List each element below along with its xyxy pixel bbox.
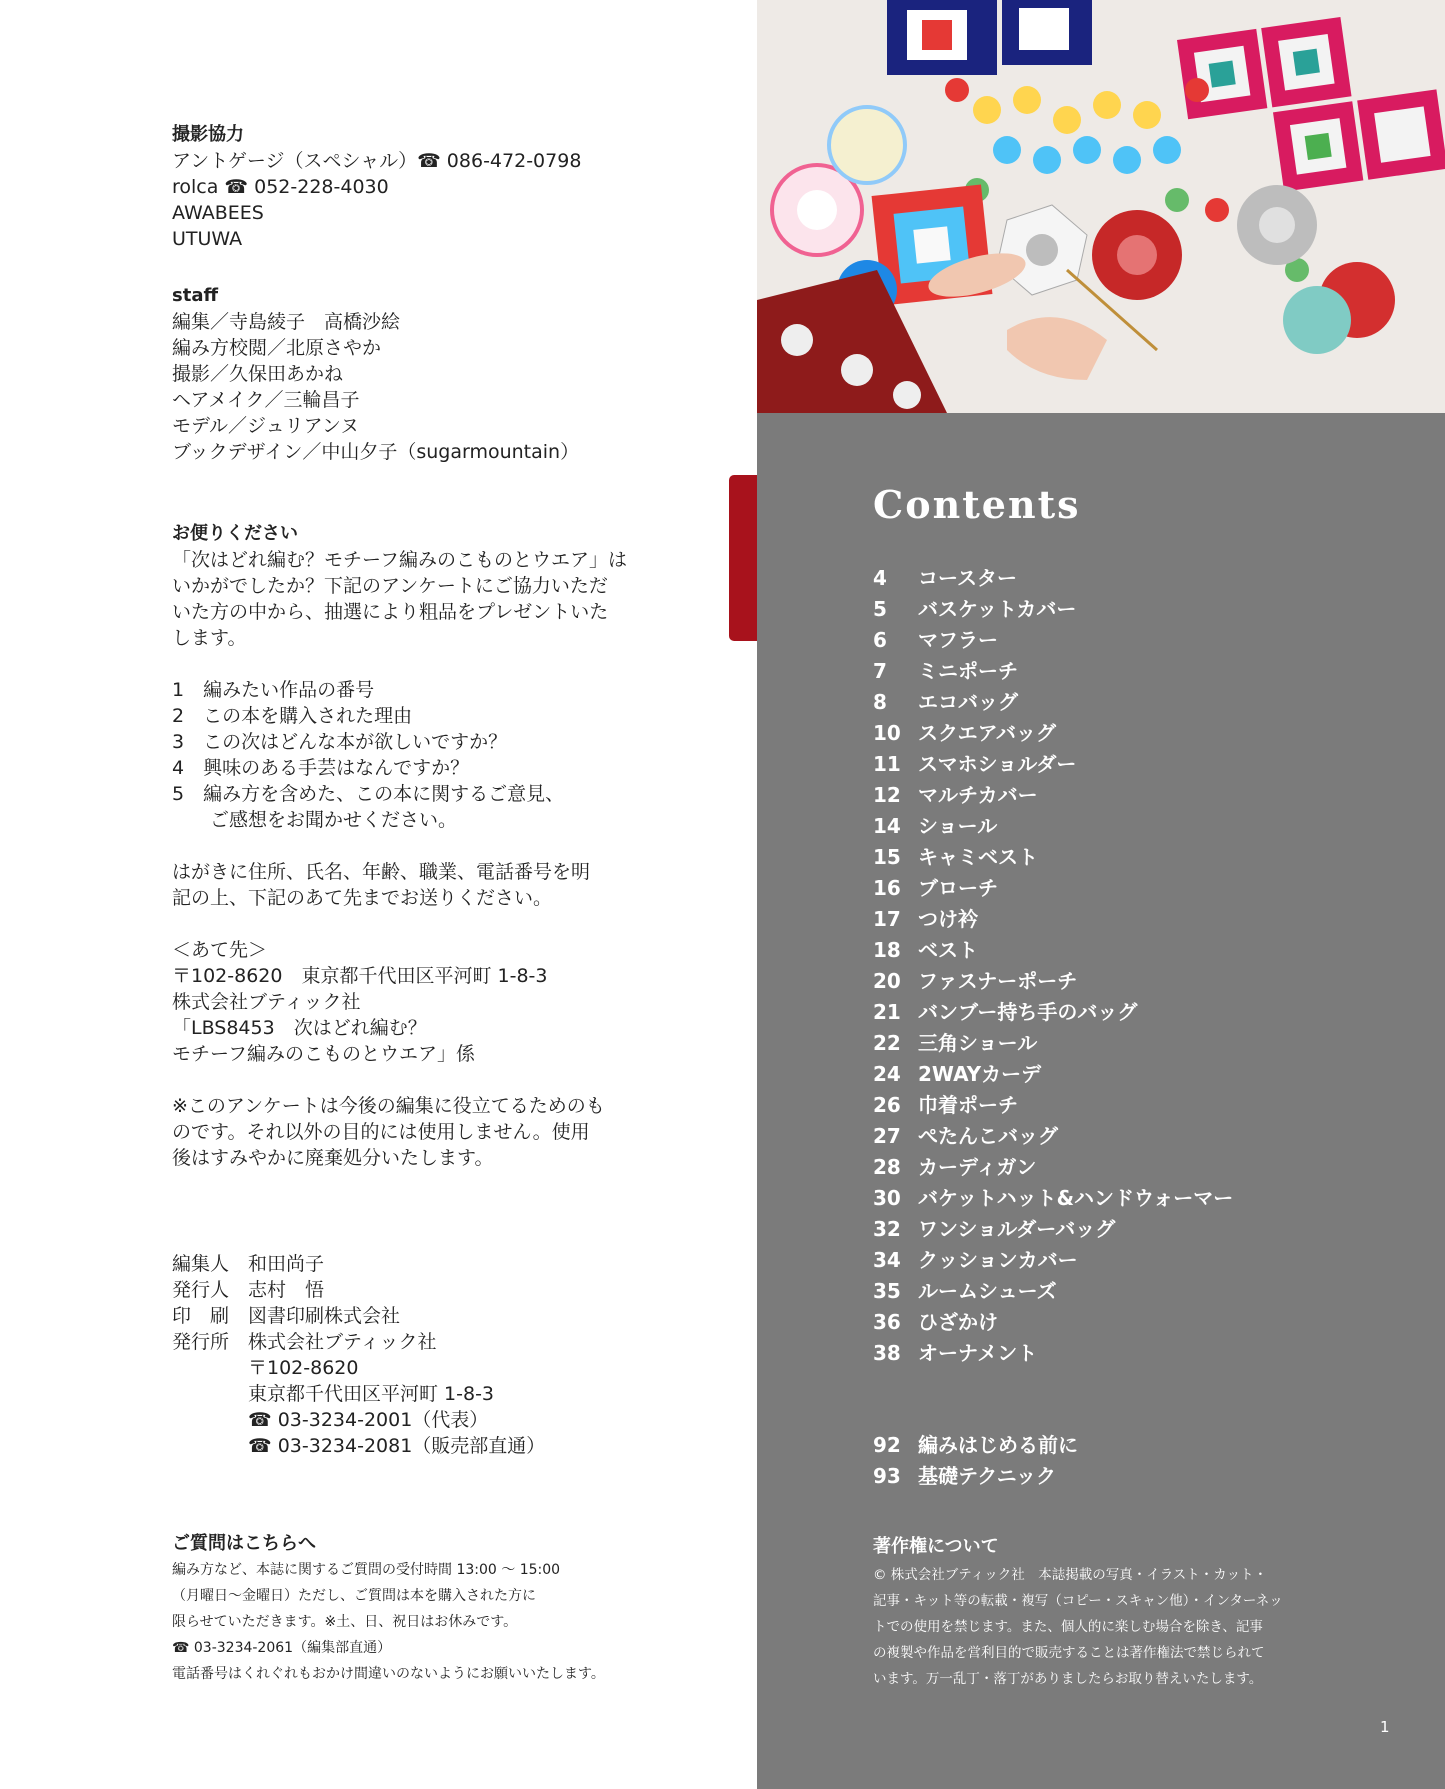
contents-label: スマホショルダー	[918, 752, 1077, 776]
contents-item	[873, 687, 1233, 718]
letters-heading: お便りください	[172, 523, 298, 544]
imprint-line: 編集人 和田尚子	[172, 1253, 325, 1275]
staff-line: 編み方校閲／北原さやか	[172, 337, 382, 359]
contact-line: （月曜日～金曜日）ただし、ご質問は本を購入された方に	[172, 1588, 536, 1604]
survey-question: 1 編みたい作品の番号	[172, 679, 375, 701]
letters-intro-line: いた方の中から、抽選により粗品をプレゼントいた	[172, 601, 609, 623]
contents-page-number: 4	[873, 566, 887, 590]
contents-page-number: 34	[873, 1248, 901, 1272]
contents-page-number: 20	[873, 969, 901, 993]
imprint-line: 東京都千代田区平河町 1-8-3	[172, 1383, 495, 1405]
imprint-line: 発行所 株式会社ブティック社	[172, 1331, 437, 1353]
contents-page-number: 11	[873, 752, 901, 776]
contents-item	[873, 594, 1233, 625]
letters-intro-line: 「次はどれ編む？モチーフ編みのこものとウエア」は	[172, 549, 628, 571]
imprint-line: ☎ 03-3234-2001（代表）	[172, 1409, 489, 1431]
contents-item	[873, 966, 1233, 997]
contents-label: ひざかけ	[918, 1310, 998, 1334]
address-line: ＜あて先＞	[172, 939, 268, 961]
contents-item	[873, 656, 1233, 687]
contents-item	[873, 718, 1233, 749]
contents-item	[873, 1152, 1233, 1183]
photo-credit-line: アントゲージ（スペシャル）☎ 086-472-0798	[172, 150, 582, 172]
address-line: 〒102-8620 東京都千代田区平河町 1-8-3	[172, 965, 548, 987]
contents-item	[873, 749, 1233, 780]
crochet-motifs-illustration	[757, 0, 1445, 413]
contents-page-number: 93	[873, 1464, 901, 1488]
contents-item	[873, 1090, 1233, 1121]
postcard-line: はがきに住所、氏名、年齢、職業、電話番号を明	[172, 861, 591, 883]
contents-label: 三角ショール	[918, 1031, 1038, 1055]
contents-label: ミニポーチ	[918, 659, 1018, 683]
photo-credit-line: UTUWA	[172, 228, 243, 250]
imprint-line: ☎ 03-3234-2081（販売部直通）	[172, 1435, 546, 1457]
contents-list	[873, 563, 1233, 1369]
contents-label: ワンショルダーバッグ	[918, 1217, 1116, 1241]
contents-label: ショール	[918, 814, 998, 838]
contents-label: ぺたんこバッグ	[918, 1124, 1058, 1148]
contact-heading: ご質問はこちらへ	[172, 1533, 316, 1554]
contents-item	[873, 811, 1233, 842]
contents-item	[873, 625, 1233, 656]
red-index-tab	[729, 475, 757, 641]
photo-credit-line: rolca ☎ 052-228-4030	[172, 176, 389, 198]
staff-line: モデル／ジュリアンヌ	[172, 415, 360, 437]
staff-line: ヘアメイク／三輪昌子	[172, 389, 360, 411]
contents-page-number: 7	[873, 659, 887, 683]
survey-question: 2 この本を購入された理由	[172, 705, 413, 727]
photo-credit-section	[172, 122, 581, 252]
contents-label: 編みはじめる前に	[918, 1433, 1078, 1457]
contents-page-number: 36	[873, 1310, 901, 1334]
contents-page-number: 38	[873, 1341, 901, 1365]
note-line: 後はすみやかに廃棄処分いたします。	[172, 1147, 494, 1169]
contents-label: マルチカバー	[918, 783, 1038, 807]
contents-item	[873, 1245, 1233, 1276]
contents-page-number: 14	[873, 814, 901, 838]
contact-line: ☎ 03-3234-2061（編集部直通）	[172, 1640, 392, 1656]
contents-page-number: 5	[873, 597, 887, 621]
contents-extra-list	[873, 1430, 1078, 1492]
contents-item	[873, 1028, 1233, 1059]
letters-intro-line: します。	[172, 627, 247, 649]
imprint-line: 〒102-8620	[172, 1357, 359, 1379]
contents-item	[873, 935, 1233, 966]
address-line: モチーフ編みのこものとウエア」係	[172, 1043, 476, 1065]
copyright-line: います。万一乱丁・落丁がありましたらお取り替えいたします。	[873, 1671, 1263, 1687]
survey-question: ご感想をお聞かせください。	[172, 809, 458, 831]
contents-item	[873, 997, 1233, 1028]
contents-page-number: 28	[873, 1155, 901, 1179]
contents-item	[873, 1183, 1233, 1214]
photo-credit-heading: 撮影協力	[172, 124, 244, 145]
contents-label: バンブー持ち手のバッグ	[918, 1000, 1138, 1024]
photo-credit-line: AWABEES	[172, 202, 264, 224]
contents-title: Contents	[873, 482, 1081, 527]
contents-item	[873, 780, 1233, 811]
contents-page-number: 92	[873, 1433, 901, 1457]
staff-line: 編集／寺島綾子 高橋沙絵	[172, 311, 401, 333]
contents-page-number: 8	[873, 690, 887, 714]
contents-label: ルームシューズ	[918, 1279, 1057, 1303]
contents-label: クッションカバー	[918, 1248, 1078, 1272]
note-line: ※このアンケートは今後の編集に役立てるためのも	[172, 1095, 605, 1117]
contents-item	[873, 1307, 1233, 1338]
imprint-section	[172, 1251, 545, 1459]
contents-label: ブローチ	[918, 876, 998, 900]
contents-label: カーディガン	[918, 1155, 1037, 1179]
address-line: 「LBS8453 次はどれ編む？	[172, 1017, 427, 1039]
letters-intro-line: いかがでしたか？下記のアンケートにご協力いただ	[172, 575, 608, 597]
contents-label: バケットハット&ハンドウォーマー	[918, 1186, 1234, 1210]
contents-page-number: 24	[873, 1062, 901, 1086]
contents-page-number: 12	[873, 783, 901, 807]
contents-item	[873, 1121, 1233, 1152]
staff-heading: staff	[172, 285, 219, 306]
contents-label: 2WAYカーデ	[918, 1062, 1042, 1086]
copyright-heading: 著作権について	[873, 1536, 999, 1557]
contents-page-number: 35	[873, 1279, 901, 1303]
contents-item	[873, 1430, 1078, 1461]
contents-item	[873, 842, 1233, 873]
contents-page-number: 15	[873, 845, 901, 869]
survey-question: 3 この次はどんな本が欲しいですか？	[172, 731, 508, 753]
copyright-line: 記事・キット等の転載・複写（コピー・スキャン他）・インターネッ	[873, 1593, 1283, 1609]
contents-page-number: 10	[873, 721, 901, 745]
contents-label: コースター	[918, 566, 1017, 590]
contents-page-number: 30	[873, 1186, 901, 1210]
contents-page-number: 22	[873, 1031, 901, 1055]
contents-item	[873, 1214, 1233, 1245]
contents-label: バスケットカバー	[918, 597, 1077, 621]
contents-page-number: 17	[873, 907, 901, 931]
contents-item	[873, 1276, 1233, 1307]
contents-label: つけ衿	[918, 907, 978, 931]
survey-question: 4 興味のある手芸はなんですか？	[172, 757, 470, 779]
note-line: のです。それ以外の目的には使用しません。使用	[172, 1121, 590, 1143]
postcard-line: 記の上、下記のあて先までお送りください。	[172, 887, 553, 909]
imprint-line: 発行人 志村 悟	[172, 1279, 325, 1301]
contents-label: 基礎テクニック	[918, 1464, 1056, 1488]
contact-line: 限らせていただきます。※土、日、祝日はお休みです。	[172, 1614, 518, 1630]
contact-section	[172, 1531, 605, 1687]
copyright-text	[873, 1562, 1333, 1692]
contents-label: ファスナーポーチ	[918, 969, 1078, 993]
contents-page-number: 21	[873, 1000, 901, 1024]
contents-label: ベスト	[918, 938, 978, 962]
imprint-line: 印 刷 図書印刷株式会社	[172, 1305, 401, 1327]
contents-item	[873, 563, 1233, 594]
contents-label: オーナメント	[918, 1341, 1038, 1365]
contents-label: 巾着ポーチ	[918, 1093, 1018, 1117]
contents-label: エコバッグ	[918, 690, 1018, 714]
contact-line: 編み方など、本誌に関するご質問の受付時間 13:00 ～ 15:00	[172, 1562, 561, 1578]
survey-question: 5 編み方を含めた、この本に関するご意見、	[172, 783, 565, 805]
copyright-line: © 株式会社ブティック社 本誌掲載の写真・イラスト・カット・	[873, 1567, 1268, 1583]
staff-section	[172, 283, 579, 465]
contents-page-number: 16	[873, 876, 901, 900]
contents-page-number: 18	[873, 938, 901, 962]
contents-item	[873, 873, 1233, 904]
contents-page-number: 6	[873, 628, 887, 652]
contents-page-number: 26	[873, 1093, 901, 1117]
contents-page-number: 27	[873, 1124, 901, 1148]
staff-line: ブックデザイン／中山夕子（sugarmountain）	[172, 441, 580, 463]
contents-item	[873, 1338, 1233, 1369]
contents-item	[873, 1461, 1078, 1492]
contents-item	[873, 904, 1233, 935]
contents-item	[873, 1059, 1233, 1090]
staff-line: 撮影／久保田あかね	[172, 363, 344, 385]
letters-section	[172, 521, 627, 1171]
contents-label: マフラー	[918, 628, 998, 652]
crochet-photo	[757, 0, 1445, 413]
contents-page-number: 32	[873, 1217, 901, 1241]
contents-label: キャミベスト	[918, 845, 1038, 869]
address-line: 株式会社ブティック社	[172, 991, 361, 1013]
contact-line: 電話番号はくれぐれもおかけ間違いのないようにお願いいたします。	[172, 1666, 605, 1682]
copyright-line: トでの使用を禁じます。また、個人的に楽しむ場合を除き、記事	[873, 1619, 1263, 1635]
page-number: 1	[1380, 1718, 1390, 1736]
contents-label: スクエアバッグ	[918, 721, 1056, 745]
copyright-line: の複製や作品を営利目的で販売することは著作権法で禁じられて	[873, 1645, 1265, 1661]
